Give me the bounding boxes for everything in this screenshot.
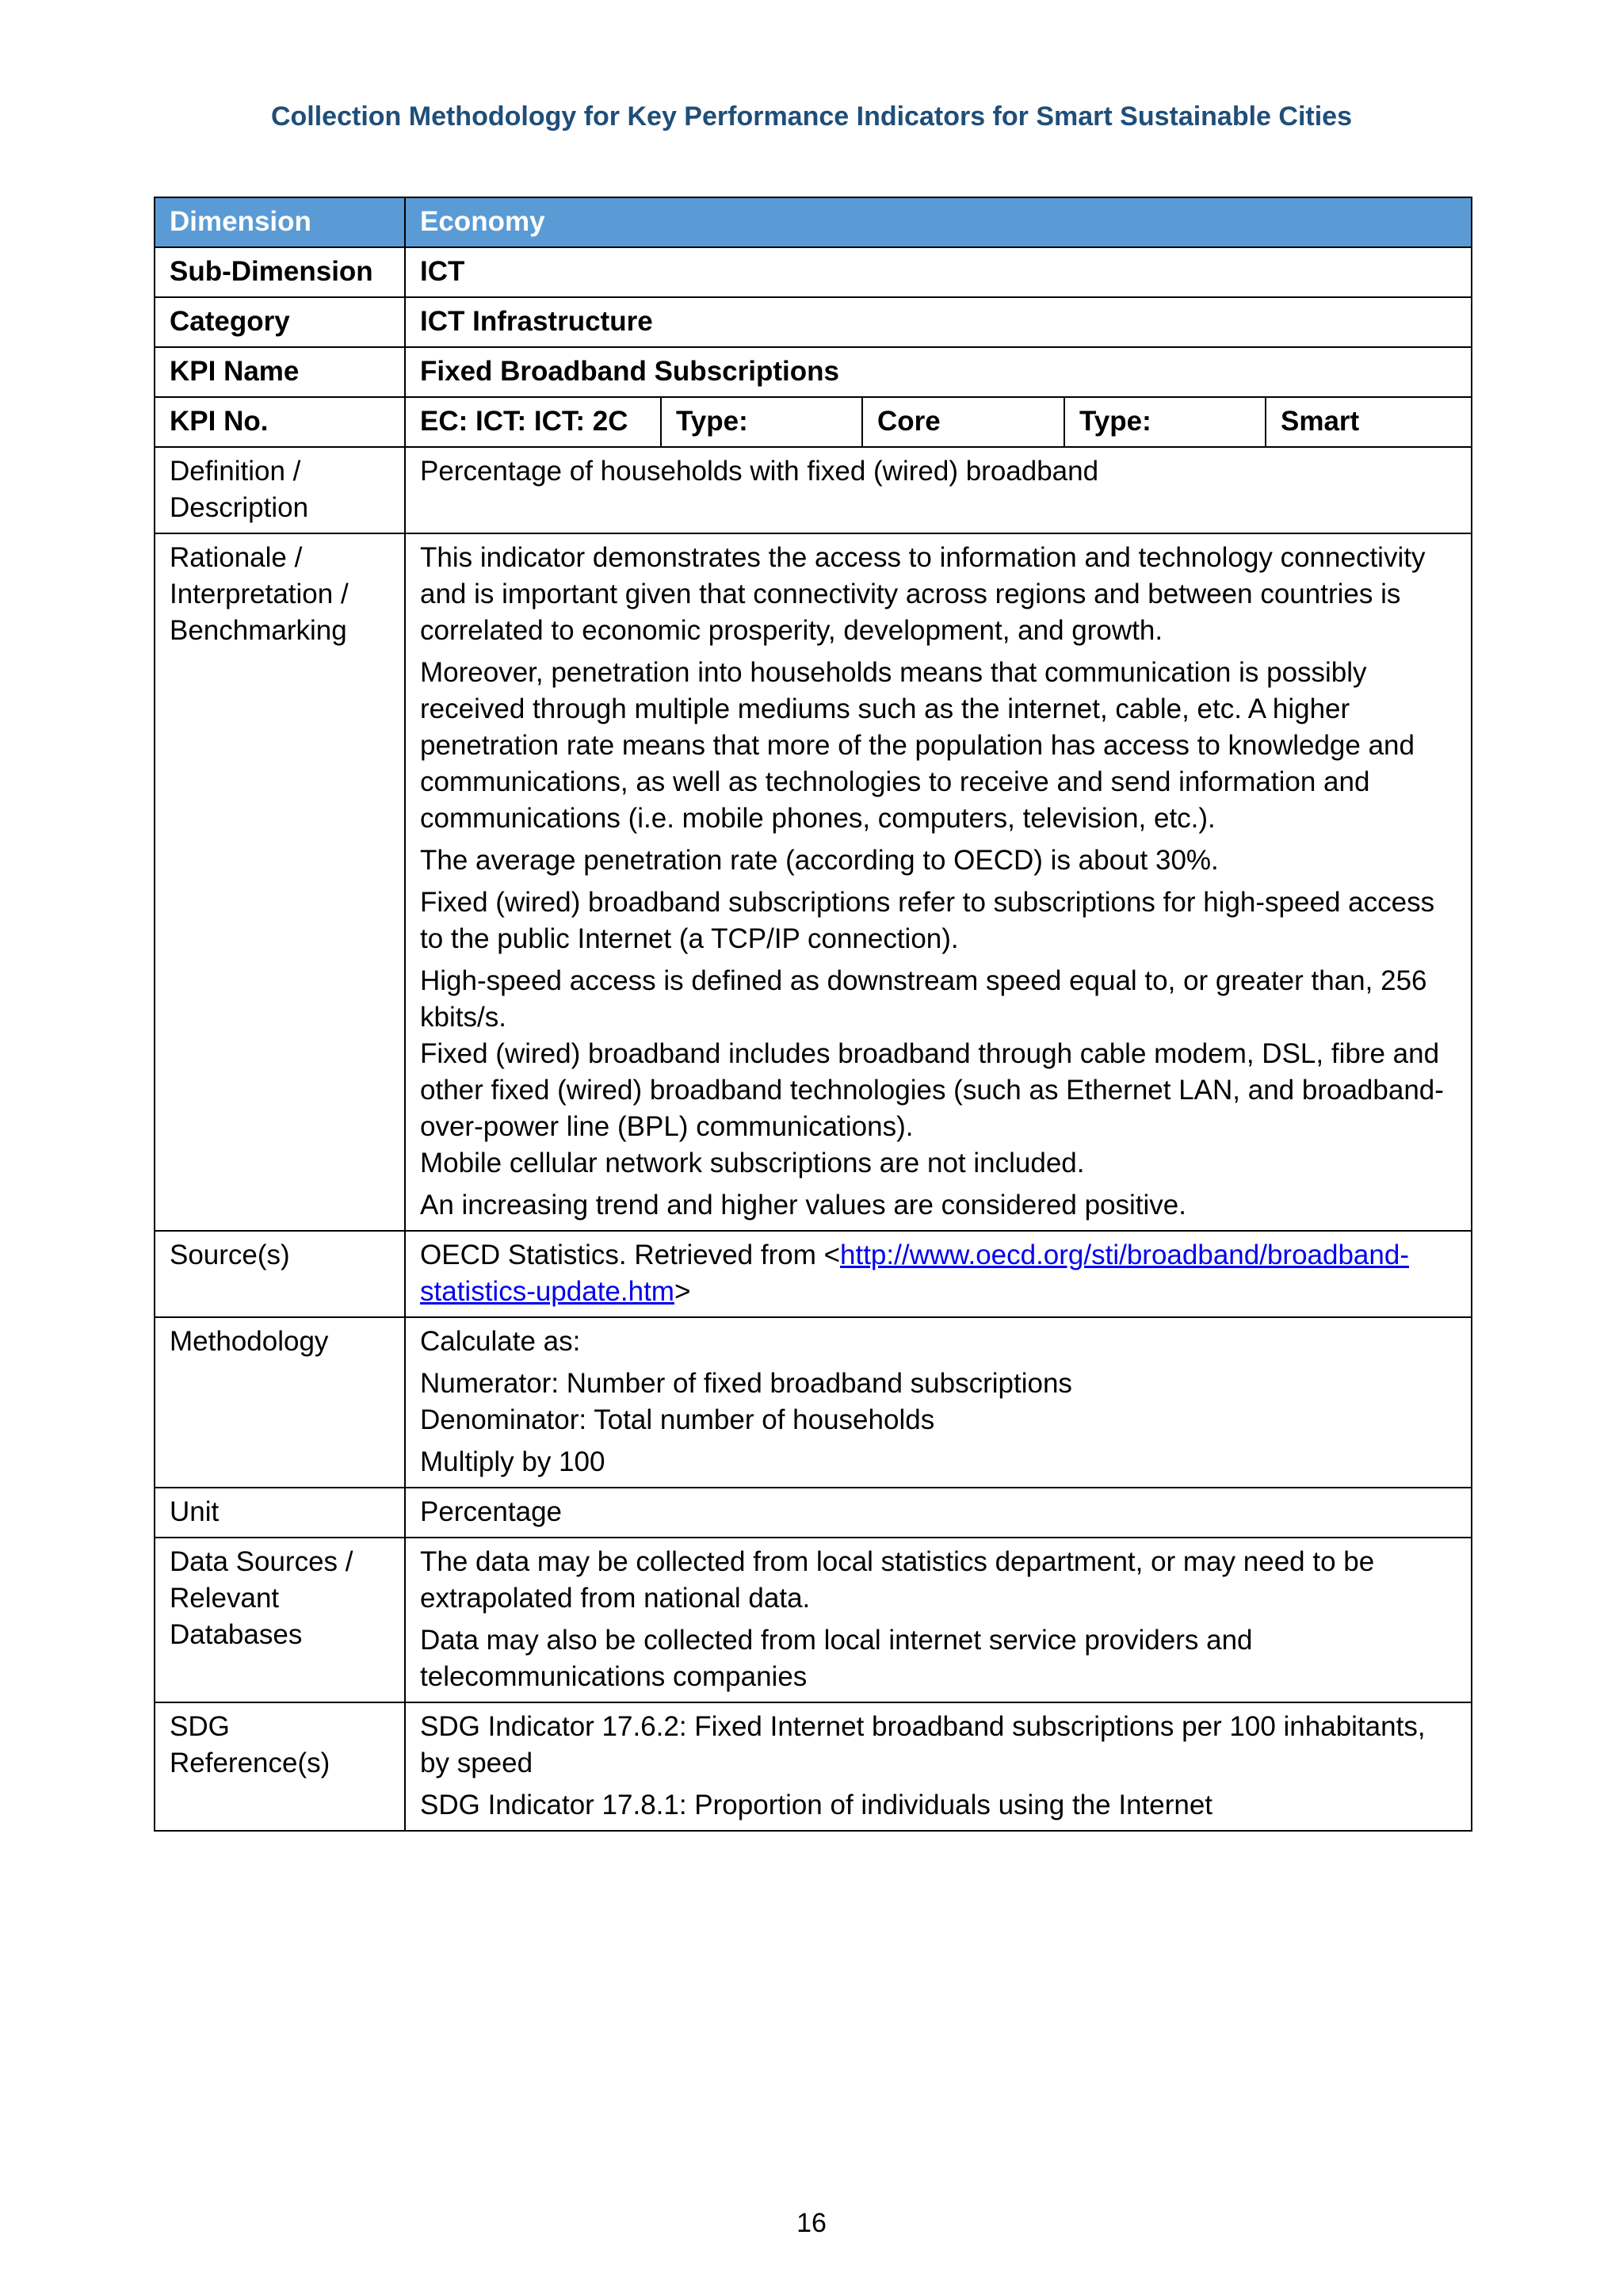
sdg-line: SDG Indicator 17.8.1: Proportion of individuals using the Internet [420,1790,1213,1820]
kpi-table [154,197,1472,1832]
data-sources-row [155,1538,1472,1702]
sdg-label: SDG Reference(s) [155,1702,405,1831]
data-sources-label: Data Sources / Relevant Databases [155,1538,405,1702]
rationale-paragraph: An increasing trend and higher values are considered positive. [420,1190,1186,1221]
methodology-label: Methodology [155,1317,405,1488]
rationale-row [155,533,1472,1231]
dimension-label: Dimension [155,197,405,247]
methodology-cell [405,1317,1472,1488]
methodology-row [155,1317,1472,1488]
unit-value: Percentage [405,1488,1472,1538]
rationale-cell [405,533,1472,1231]
rationale-paragraph: Fixed (wired) broadband subscriptions refer to subscriptions for high-speed access to the public Internet (a TCP/IP connection). [420,887,1435,954]
kpi-name-label: KPI Name [155,347,405,397]
definition-row [155,447,1472,533]
type-value-core: Core [862,397,1064,447]
sdg-row [155,1702,1472,1831]
kpi-name-row [155,347,1472,397]
type-label-1: Type: [661,397,862,447]
dimension-row [155,197,1472,247]
definition-label: Definition / Description [155,447,405,533]
rationale-paragraph: Moreover, penetration into households means that communication is possibly received through multiple mediums such as the internet, cable, etc. A higher penetration rate means that more of the population has access to knowledge and communications, as well as technologies to receive and send information and communications (i.e. mobile phones, computers, television, etc.). [420,657,1415,834]
type-value-smart: Smart [1266,397,1472,447]
sources-row [155,1231,1472,1317]
sources-label: Source(s) [155,1231,405,1317]
sdg-cell [405,1702,1472,1831]
sources-suffix: > [674,1276,691,1307]
sub-dimension-row [155,247,1472,297]
rationale-paragraph: This indicator demonstrates the access to information and technology connectivity and is important given that connectivity across regions and between countries is correlated to economic prosperity, development, and growth. [420,542,1426,646]
sources-prefix: OECD Statistics. Retrieved from < [420,1240,841,1270]
type-label-2: Type: [1064,397,1266,447]
rationale-paragraph: Mobile cellular network subscriptions are not included. [420,1148,1085,1179]
page-header: Collection Methodology for Key Performance Indicators for Smart Sustainable Cities [270,101,1353,132]
data-sources-cell [405,1538,1472,1702]
oecd-link[interactable]: http://www.oecd.org/sti/broadband/broadband-statistics-update.htm [420,1240,1409,1307]
definition-value: Percentage of households with fixed (wired) broadband [405,447,1472,533]
category-label: Category [155,297,405,347]
kpi-name-value: Fixed Broadband Subscriptions [405,347,1472,397]
sdg-line: SDG Indicator 17.6.2: Fixed Internet broadband subscriptions per 100 inhabitants, by speed [420,1711,1426,1778]
category-value: ICT Infrastructure [405,297,1472,347]
sub-dimension-label: Sub-Dimension [155,247,405,297]
rationale-paragraph: Fixed (wired) broadband includes broadband through cable modem, DSL, fibre and other fixed (wired) broadband technologies (such as Ethernet LAN, and broadband-over-power line (BPL) communications). [420,1038,1444,1142]
methodology-line: Calculate as: [420,1326,581,1357]
data-sources-paragraph: Data may also be collected from local internet service providers and telecommunications companies [420,1625,1253,1692]
rationale-paragraph: The average penetration rate (according to OECD) is about 30%. [420,845,1219,876]
methodology-line: Multiply by 100 [420,1446,605,1477]
kpi-no-label: KPI No. [155,397,405,447]
unit-label: Unit [155,1488,405,1538]
methodology-line: Denominator: Total number of households [420,1404,935,1435]
unit-row [155,1488,1472,1538]
methodology-line: Numerator: Number of fixed broadband subscriptions [420,1368,1072,1399]
rationale-paragraph: High-speed access is defined as downstream speed equal to, or greater than, 256 kbits/s. [420,965,1427,1033]
sources-cell [405,1231,1472,1317]
sub-dimension-value: ICT [405,247,1472,297]
kpi-no-value: EC: ICT: ICT: 2C [405,397,661,447]
dimension-value: Economy [405,197,1472,247]
rationale-label: Rationale / Interpretation / Benchmarking [155,533,405,1231]
page-number: 16 [796,2208,827,2238]
category-row [155,297,1472,347]
kpi-no-row [155,397,1472,447]
data-sources-paragraph: The data may be collected from local statistics department, or may need to be extrapolated from national data. [420,1546,1375,1614]
